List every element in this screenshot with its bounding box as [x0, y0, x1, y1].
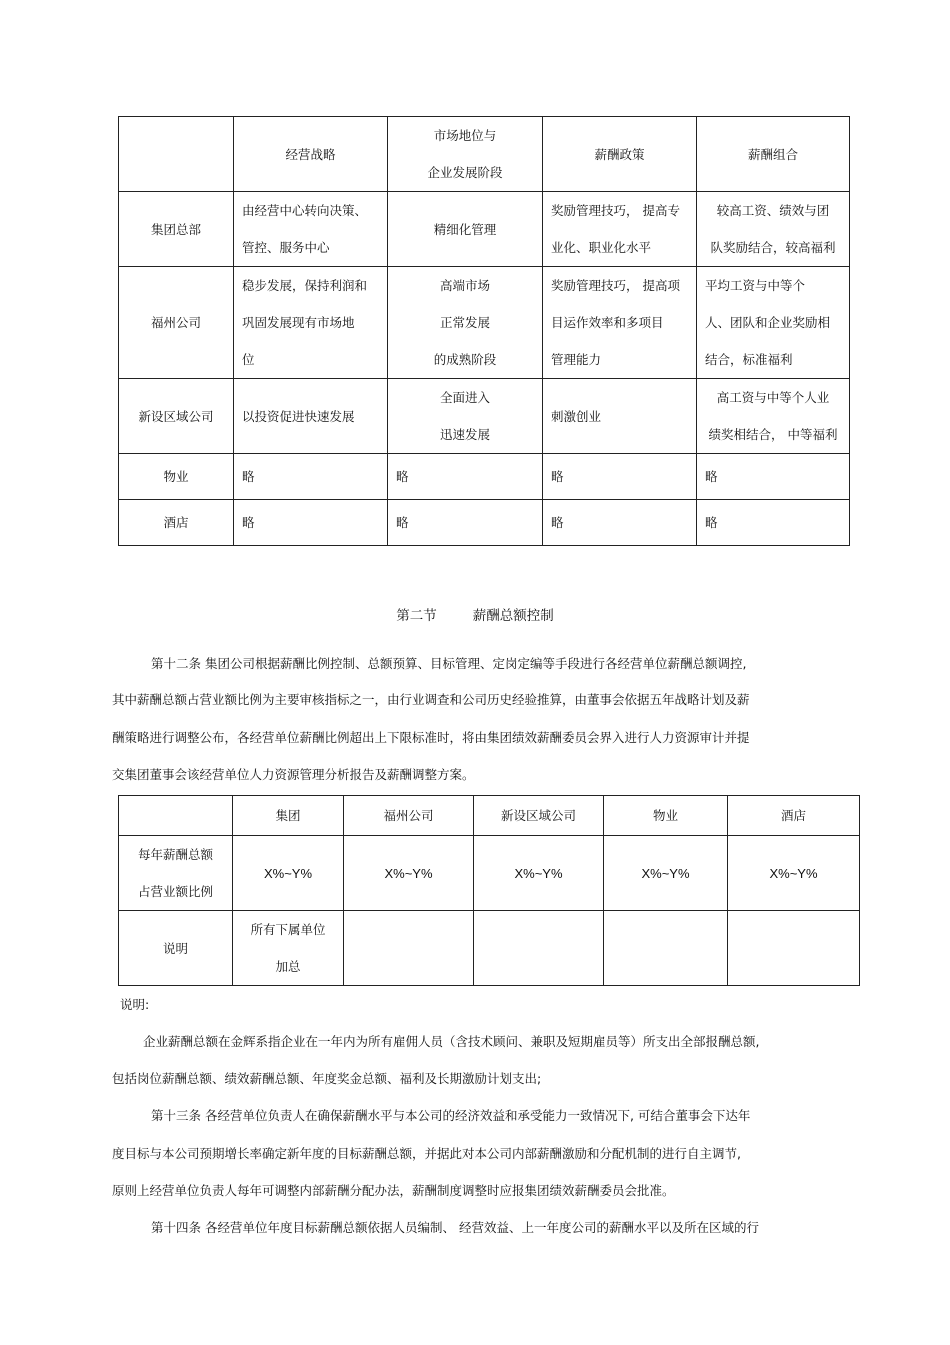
cell-line: 的成熟阶段: [433, 352, 497, 367]
table-cell: [697, 192, 850, 267]
article12-line: 第十二条 集团公司根据薪酬比例控制、总额预算、目标管理、定岗定编等手段进行各经营单位薪酬总额调控,: [151, 656, 747, 671]
cell-line: 每年薪酬总额: [137, 847, 213, 862]
note-line: 企业薪酬总额在金辉系指企业在一年内为所有雇佣人员（含技术顾问、兼职及短期雇员等）所支出全部报酬总额,: [143, 1034, 760, 1049]
table-cell: [234, 192, 388, 267]
table-cell: 略: [388, 454, 543, 500]
note-label: 说明:: [120, 997, 150, 1012]
cell-line: 占营业额比例: [137, 884, 213, 899]
cell-line: 高工资与中等个人业: [716, 390, 830, 405]
table-cell: 略: [234, 500, 388, 546]
row-label: 酒店: [119, 500, 234, 546]
cell-line: 管理能力: [551, 352, 602, 367]
table-cell: 略: [234, 454, 388, 500]
ratio-cell: X%~Y%: [728, 836, 860, 911]
cell-line: 绩奖相结合， 中等福利: [708, 427, 838, 442]
row-label: 集团总部: [119, 192, 234, 267]
header-cell: 福州公司: [344, 796, 474, 836]
table-cell: [233, 911, 344, 986]
table-cell: [543, 192, 697, 267]
row-label: 新设区域公司: [119, 379, 234, 454]
header-cell: 经营战略: [234, 117, 388, 192]
cell-line: 正常发展: [439, 315, 490, 330]
strategy-compensation-table: [118, 116, 850, 546]
cell-line: 市场地位与: [433, 128, 497, 143]
table-row: [119, 379, 850, 454]
row-label: 说明: [119, 911, 233, 986]
table-header-row: [119, 117, 850, 192]
header-cell: [119, 796, 233, 836]
article14-line: 第十四条 各经营单位年度目标薪酬总额依据人员编制、 经营效益、上一年度公司的薪酬水平以及所在区域的行: [151, 1220, 759, 1235]
header-cell: 集团: [233, 796, 344, 836]
note-line: 包括岗位薪酬总额、绩效薪酬总额、年度奖金总额、福利及长期激励计划支出;: [112, 1071, 542, 1086]
ratio-cell: X%~Y%: [233, 836, 344, 911]
header-cell: [388, 117, 543, 192]
cell-line: 人、团队和企业奖励相: [705, 315, 831, 330]
cell-line: 管控、服务中心: [242, 240, 330, 255]
table-cell: [344, 911, 474, 986]
header-cell: [119, 117, 234, 192]
table-header-row: [119, 796, 860, 836]
table-cell: 精细化管理: [388, 192, 543, 267]
cell-line: 奖励管理技巧， 提高专: [551, 203, 680, 218]
table-row: [119, 500, 850, 546]
article13-line: 第十三条 各经营单位负责人在确保薪酬水平与本公司的经济效益和承受能力一致情况下, 可结合董事会下达年: [151, 1108, 751, 1123]
row-label: 物业: [119, 454, 234, 500]
table-row: [119, 911, 860, 986]
ratio-cell: X%~Y%: [344, 836, 474, 911]
cell-line: 位: [242, 352, 255, 367]
cell-line: 全面进入: [439, 390, 490, 405]
table-cell: [697, 379, 850, 454]
row-label: [119, 836, 233, 911]
cell-line: 所有下属单位: [250, 922, 326, 937]
table-cell: 刺激创业: [543, 379, 697, 454]
table-cell: [388, 379, 543, 454]
cell-line: 队奖励结合，较高福利: [710, 240, 836, 255]
table-cell: [543, 267, 697, 379]
header-cell: 薪酬组合: [697, 117, 850, 192]
table-cell: 略: [388, 500, 543, 546]
cell-line: 迅速发展: [439, 427, 490, 442]
cell-line: 稳步发展，保持利润和: [242, 278, 368, 293]
article12-line: 交集团董事会该经营单位人力资源管理分析报告及薪酬调整方案。: [112, 767, 475, 782]
section-number: 第二节: [396, 608, 437, 624]
header-cell: 新设区域公司: [474, 796, 604, 836]
table-cell: [388, 267, 543, 379]
table-cell: [604, 911, 728, 986]
ratio-cell: X%~Y%: [604, 836, 728, 911]
table-cell: 略: [543, 454, 697, 500]
table-cell: [474, 911, 604, 986]
ratio-cell: X%~Y%: [474, 836, 604, 911]
cell-line: 加总: [275, 959, 301, 974]
table-cell: [728, 911, 860, 986]
header-cell: 物业: [604, 796, 728, 836]
table-cell: 略: [543, 500, 697, 546]
article13-line: 度目标与本公司预期增长率确定新年度的目标薪酬总额，并据此对本公司内部薪酬激励和分配机制的进行自主调节,: [112, 1146, 741, 1161]
table-cell: 略: [697, 454, 850, 500]
cell-line: 较高工资、绩效与团: [716, 203, 830, 218]
table-row: [119, 454, 850, 500]
table-cell: 略: [697, 500, 850, 546]
table-row: [119, 836, 860, 911]
cell-line: 企业发展阶段: [427, 165, 503, 180]
cell-line: 高端市场: [439, 278, 490, 293]
table-cell: [697, 267, 850, 379]
article13-line: 原则上经营单位负责人每年可调整内部薪酬分配办法，薪酬制度调整时应报集团绩效薪酬委员会批准。: [112, 1183, 675, 1198]
cell-line: 目运作效率和多项目: [551, 315, 664, 330]
row-label: 福州公司: [119, 267, 234, 379]
table-row: [119, 192, 850, 267]
salary-ratio-table: [118, 795, 860, 986]
cell-line: 奖励管理技巧， 提高项: [551, 278, 680, 293]
header-cell: 薪酬政策: [543, 117, 697, 192]
table-row: [119, 267, 850, 379]
article12-line: 其中薪酬总额占营业额比例为主要审核指标之一，由行业调查和公司历史经验推算，由董事会依据五年战略计划及薪: [112, 692, 750, 707]
cell-line: 结合，标准福利: [705, 352, 793, 367]
table-cell: 以投资促进快速发展: [234, 379, 388, 454]
cell-line: 业化、职业化水平: [551, 240, 652, 255]
table-cell: [234, 267, 388, 379]
section-title: 薪酬总额控制: [472, 608, 554, 624]
cell-line: 平均工资与中等个: [705, 278, 806, 293]
article12-line: 酬策略进行调整公布，各经营单位薪酬比例超出上下限标准时，将由集团绩效薪酬委员会界入进行人力资源审计并提: [112, 730, 750, 745]
cell-line: 巩固发展现有市场地: [242, 315, 355, 330]
header-cell: 酒店: [728, 796, 860, 836]
cell-line: 由经营中心转向决策、: [242, 203, 368, 218]
section-heading: [0, 604, 950, 624]
